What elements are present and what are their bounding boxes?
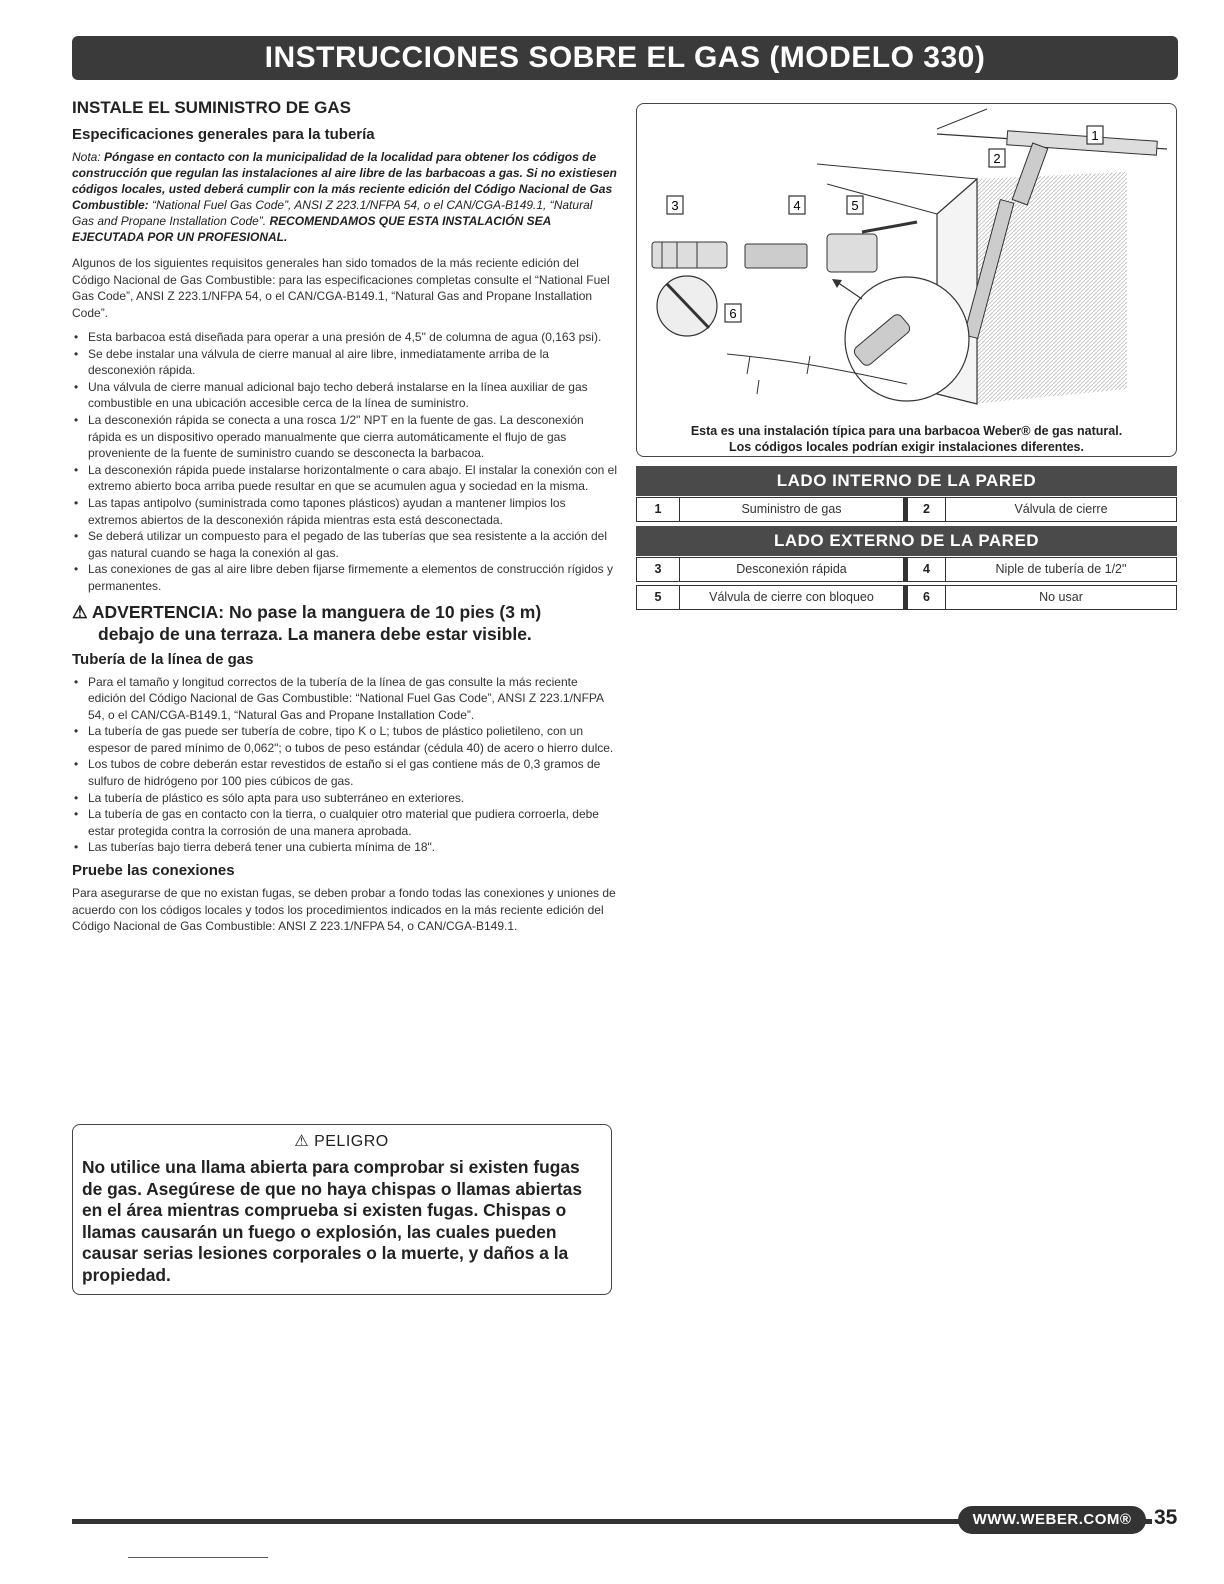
intro-paragraph: Algunos de los siguientes requisitos generales han sido tomados de la más reciente edición del Código Nacional de Gas Combustible: para las especificaciones completas consulte el “National Fuel Gas Code”, ANSI Z 223.1/NFPA 54, o el CAN/CGA-B149.1, “Natural Gas and Propane Installation Code”. [72,256,610,320]
footer-divider [128,1557,268,1558]
table-row: 1 Suministro de gas 2 Válvula de cierre [636,497,1177,522]
danger-text: No utilice una llama abierta para comprobar si existen fugas de gas. Asegúrese de que no haya chispas o llamas abiertas en el área mientras comprueba si existen fugas. Chispas o llamas causarán un fuego o explosión, las cuales pueden causar serias lesiones corporales o la muerte, y daños a la propiedad. [82,1157,583,1285]
pipe-list [72,674,617,857]
list-item: • Se deberá utilizar un compuesto para el pegado de las tuberías que sea resistente a la acción del gas natural cuando se haga la conexión al gas. [72,528,617,561]
quick-disconnect [652,242,727,268]
list-item: • Esta barbacoa está diseñada para operar a una presión de 4,5" de columna de agua (0,163 psi). [72,329,617,346]
pipe-nipple [745,244,807,268]
list-item: • Una válvula de cierre manual adicional bajo techo deberá instalarse en la línea auxiliar de gas combustible en una ubicación accesible cerca de la línea de suministro. [72,379,617,412]
table-header-inside: LADO INTERNO DE LA PARED [636,466,1177,496]
svg-text:2: 2 [993,151,1001,166]
note-paragraph: Nota: Póngase en contacto con la municipalidad de la localidad para obtener los códigos de construcción que regulan las instalaciones al aire libre de las barbacoas a gas. Si no existiesen códigos locales, usted deberá cumplir con la más reciente edición del Código Nacional de Gas Combustible: “National Fuel Gas Code”, ANSI Z 223.1/NFPA 54, o el CAN/CGA-B149.1, “Natural Gas and Propane Installation Code”. RECOMENDAMOS QUE ESTA INSTALACIÓN SEA EJECUTADA POR UN PROFESIONAL. [72,150,617,244]
installation-figure [636,103,1177,457]
list-item: • La desconexión rápida puede instalarse horizontalmente o cara abajo. El instalar la conexión con el extremo abierto boca arriba puede resultar en que se acumulen agua y sociedad en la misma. [72,462,617,495]
warning-block: ⚠ ADVERTENCIA: No pase la manguera de 10 pies (3 m) debajo de una terraza. La manera debe estar visible. [72,601,542,644]
spec-heading: Especificaciones generales para la tubería [72,126,375,143]
page-number: 35 [1154,1506,1178,1529]
shutoff-valve [827,234,877,272]
page-banner: INSTRUCCIONES SOBRE EL GAS (MODELO 330) [72,36,1178,80]
danger-box [72,1124,612,1295]
left-column [72,98,617,943]
list-item: • Las tapas antipolvo (suministrada como tapones plásticos) ayudan a mantener limpios los extremos abiertos de la desconexión rápida mientras esta está desconectada. [72,495,617,528]
svg-text:1: 1 [1091,128,1099,143]
figure-caption-text: Esta es una instalación típica para una barbacoa Weber® de gas natural. Los códigos locales podrían exigir instalaciones diferentes. [690,424,1123,454]
svg-text:3: 3 [671,198,679,213]
list-item: • Las tuberías bajo tierra deberá tener una cubierta mínima de 18". [72,839,617,856]
list-item: • Se debe instalar una válvula de cierre manual al aire libre, inmediatamente arriba de la desconexión rápida. [72,346,617,379]
svg-text:4: 4 [793,198,801,213]
warning-icon: ⚠ [72,601,92,622]
svg-text:6: 6 [729,306,737,321]
test-heading: Pruebe las conexiones [72,862,235,880]
svg-text:5: 5 [851,198,859,213]
table-row: 3 Desconexión rápida 4 Niple de tubería de 1/2" [636,557,1177,582]
requirements-list [72,329,617,595]
danger-title: ⚠ PELIGRO [294,1133,389,1150]
section-title: INSTALE EL SUMINISTRO DE GAS [72,98,351,117]
list-item: • La tubería de gas puede ser tubería de cobre, tipo K o L; tubos de plástico polietileno, con un espesor de pared mínimo de 0,062"; o tubos de peso estándar (cédula 40) de acero o hierro dulce. [72,723,617,756]
detail-zoom-circle [845,277,969,401]
table-header-outside: LADO EXTERNO DE LA PARED [636,526,1177,556]
test-paragraph: Para asegurarse de que no existan fugas, se deben probar a fondo todas las conexiones y uniones de acuerdo con los códigos locales y todos los procedimientos indicados en la más reciente edición del Código Nacional de Gas Combustible: ANSI Z 223.1/NFPA 54, o CAN/CGA-B149.1. [72,886,616,934]
table-row: 5 Válvula de cierre con bloqueo 6 No usar [636,585,1177,610]
list-item: • Las conexiones de gas al aire libre deben fijarse firmemente a elementos de construcción rígidos y permanentes. [72,561,617,594]
list-item: • La tubería de plástico es sólo apta para uso subterráneo en exteriores. [72,790,617,807]
list-item: • La desconexión rápida se conecta a una rosca 1/2" NPT en la fuente de gas. La desconexión rápida es un dispositivo operado manualmente que cierra automáticamente el flujo de gas proveniente de la fuente de suministro cuando se desconecta la barbacoa. [72,412,617,462]
list-item: • Para el tamaño y longitud correctos de la tubería de la línea de gas consulte la más reciente edición del Código Nacional de Gas Combustible: “National Fuel Gas Code”, ANSI Z 223.1/NFPA 54, o el CAN/CGA-B149.1, “Natural Gas and Propane Installation Code”. [72,674,617,724]
website-link[interactable]: WWW.WEBER.COM® [958,1506,1146,1534]
installation-illustration [637,104,1177,457]
list-item: • Los tubos de cobre deberán estar revestidos de estaño si el gas contiene más de 0,3 gramos de sulfuro de hidrógeno por 100 pies cúbicos de gas. [72,756,617,789]
pipe-heading: Tubería de la línea de gas [72,650,254,668]
list-item: • La tubería de gas en contacto con la tierra, o cualquier otro material que pudiera corroerla, debe estar protegida contra la corrosión de una manera aprobada. [72,806,617,839]
